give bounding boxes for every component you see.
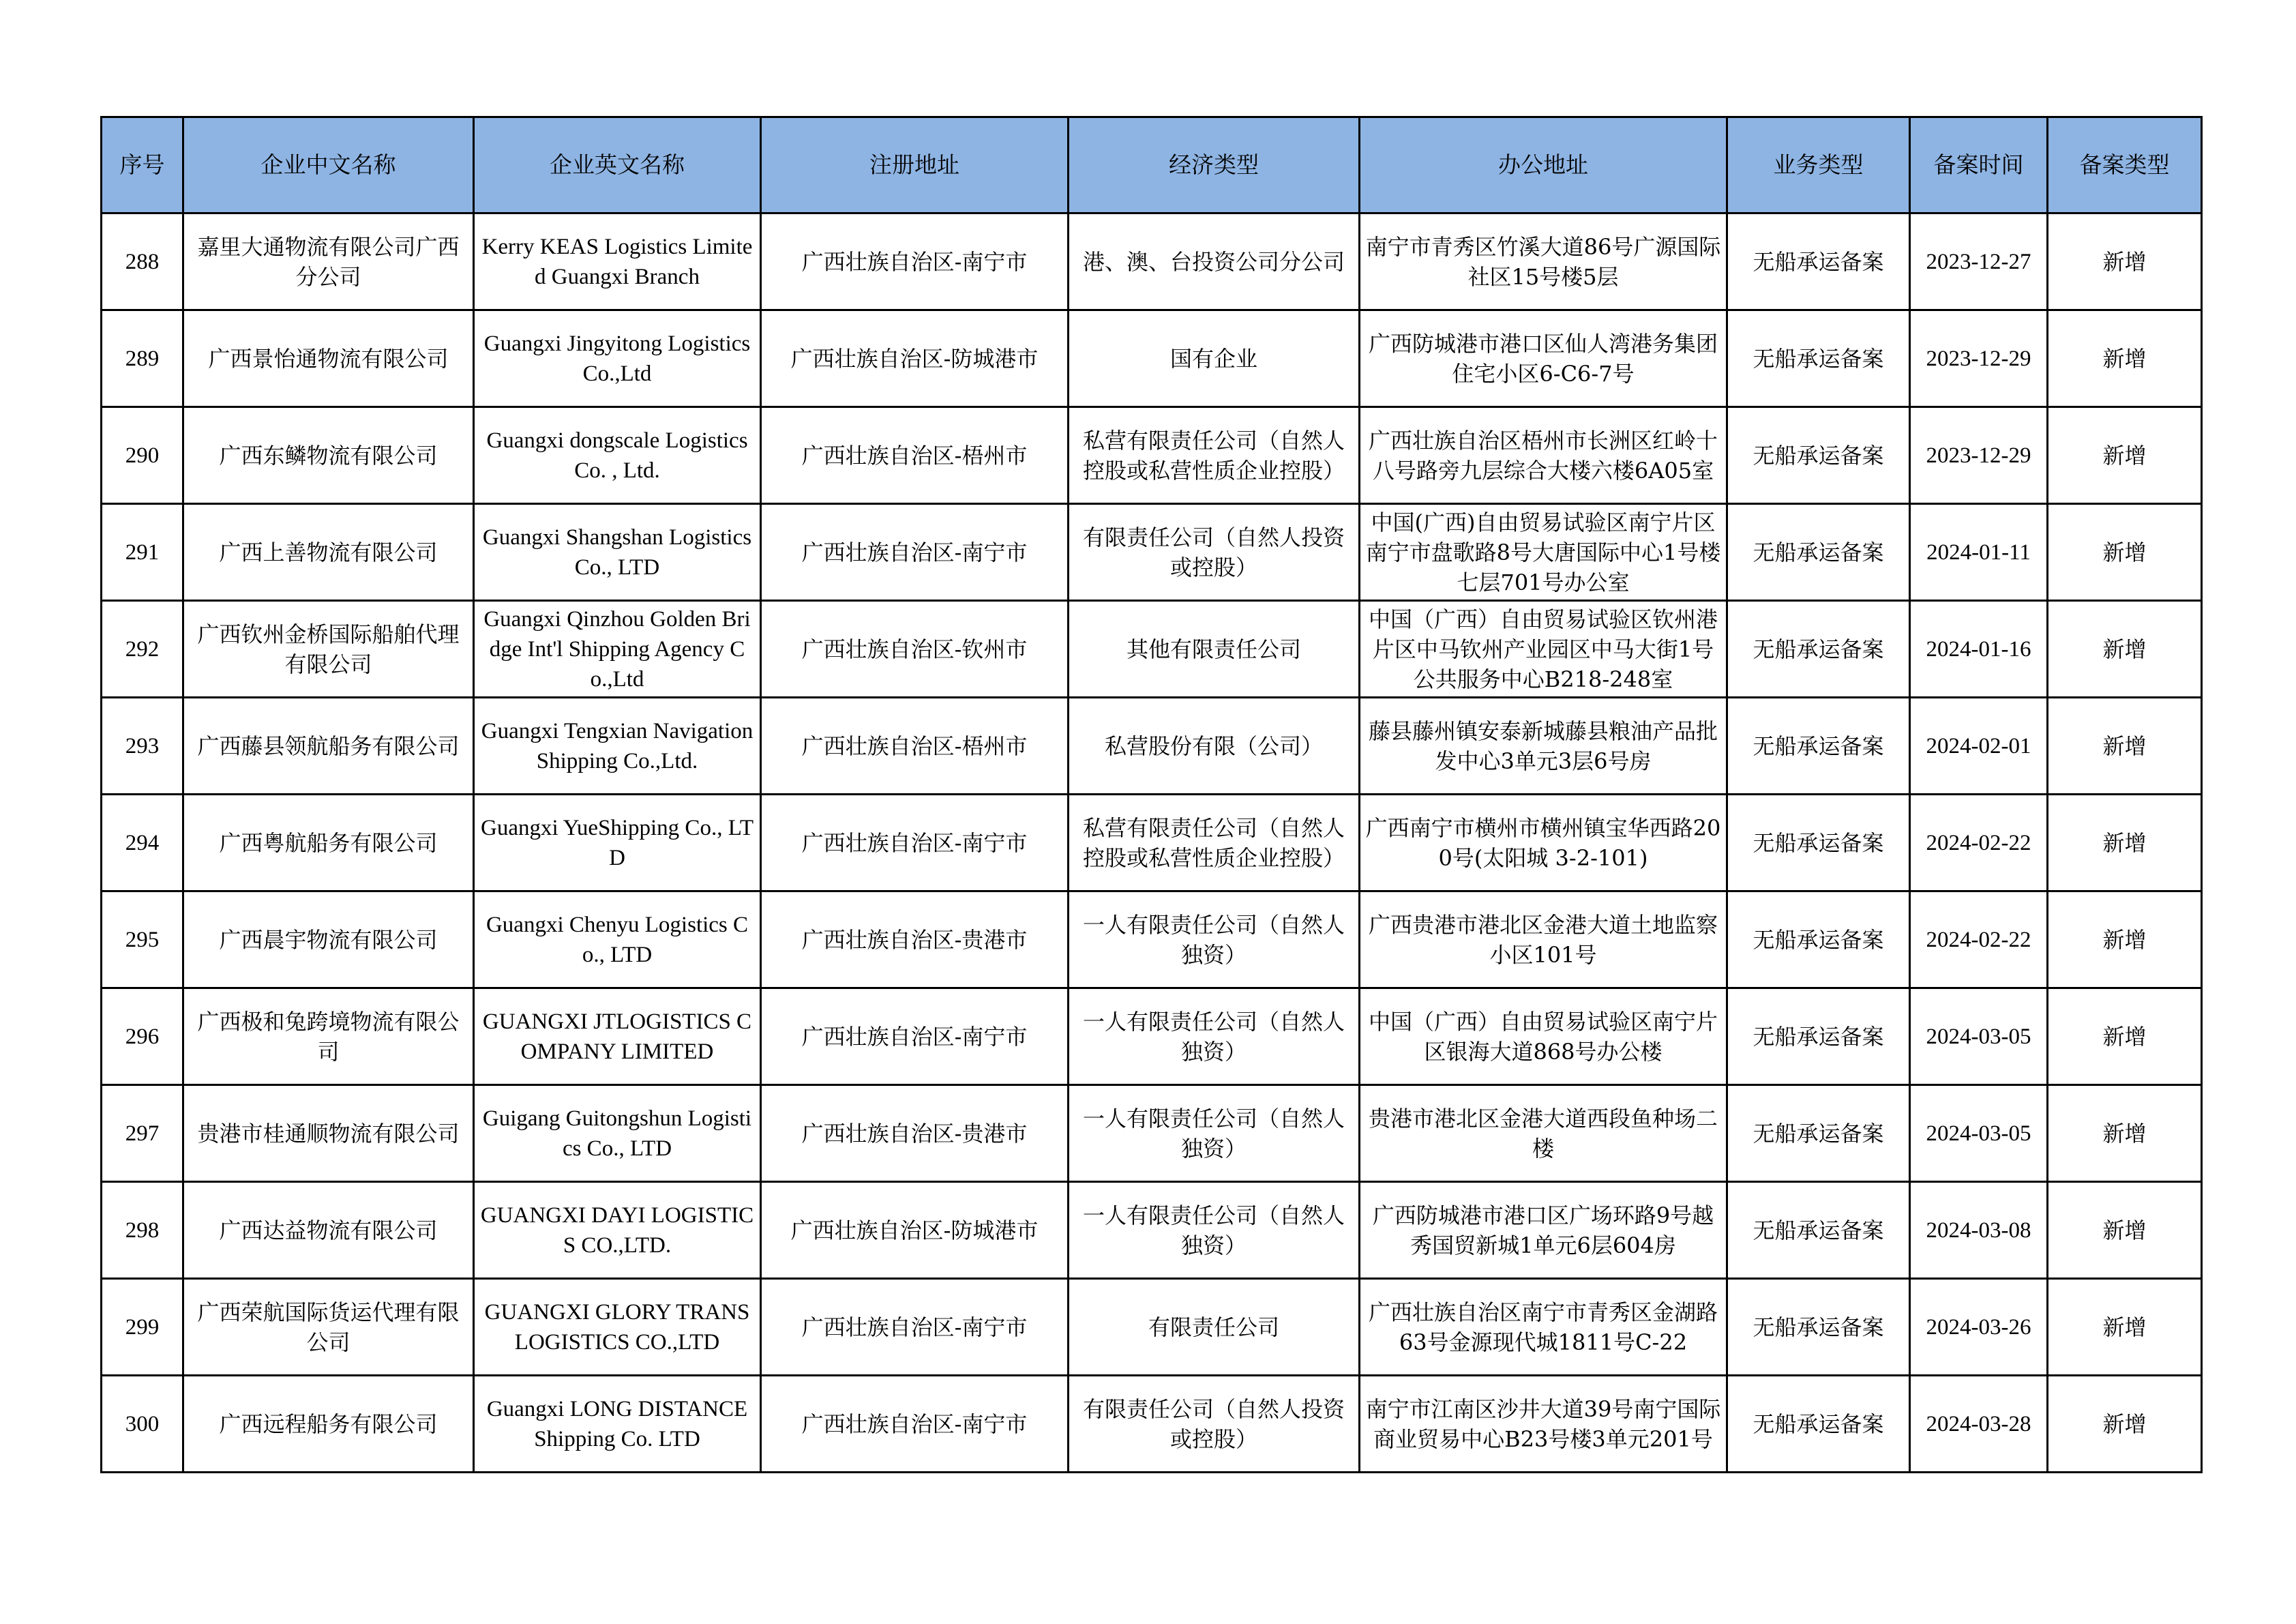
cell-reg-addr: 广西壮族自治区-南宁市 — [761, 504, 1069, 601]
cell-no: 299 — [102, 1279, 183, 1376]
cell-no: 291 — [102, 504, 183, 601]
cell-no: 294 — [102, 795, 183, 891]
cell-date: 2024-01-11 — [1910, 504, 2048, 601]
cell-en-name: Guangxi Shangshan Logistics Co., LTD — [474, 504, 761, 601]
cell-reg-addr: 广西壮族自治区-贵港市 — [761, 1085, 1069, 1182]
cell-office-addr: 广西南宁市横州市横州镇宝华西路200号(太阳城 3-2-101) — [1360, 795, 1727, 891]
cell-en-name: GUANGXI GLORY TRANS LOGISTICS CO.,LTD — [474, 1279, 761, 1376]
cell-record-type: 新增 — [2048, 213, 2202, 310]
cell-en-name: Guangxi Tengxian Navigation Shipping Co.,Ltd. — [474, 698, 761, 795]
cell-cn-name: 广西晨宇物流有限公司 — [183, 891, 474, 988]
cell-office-addr: 中国（广西）自由贸易试验区钦州港片区中马钦州产业园区中马大街1号公共服务中心B218-248室 — [1360, 601, 1727, 698]
header-office-addr: 办公地址 — [1360, 117, 1727, 213]
cell-date: 2024-03-28 — [1910, 1376, 2048, 1473]
cell-biz-type: 无船承运备案 — [1727, 407, 1910, 504]
cell-reg-addr: 广西壮族自治区-南宁市 — [761, 213, 1069, 310]
cell-no: 289 — [102, 310, 183, 407]
cell-reg-addr: 广西壮族自治区-南宁市 — [761, 988, 1069, 1085]
cell-econ-type: 私营股份有限（公司） — [1069, 698, 1360, 795]
cell-office-addr: 广西防城港市港口区广场环路9号越秀国贸新城1单元6层604房 — [1360, 1182, 1727, 1279]
cell-cn-name: 广西极和兔跨境物流有限公司 — [183, 988, 474, 1085]
cell-biz-type: 无船承运备案 — [1727, 1376, 1910, 1473]
cell-econ-type: 一人有限责任公司（自然人独资） — [1069, 1085, 1360, 1182]
cell-biz-type: 无船承运备案 — [1727, 795, 1910, 891]
cell-econ-type: 有限责任公司（自然人投资或控股） — [1069, 504, 1360, 601]
cell-record-type: 新增 — [2048, 1182, 2202, 1279]
cell-biz-type: 无船承运备案 — [1727, 310, 1910, 407]
cell-record-type: 新增 — [2048, 601, 2202, 698]
table-row — [102, 310, 2202, 407]
cell-date: 2024-03-08 — [1910, 1182, 2048, 1279]
table-row — [102, 698, 2202, 795]
cell-en-name: Guangxi Qinzhou Golden Bridge Int'l Shipping Agency Co.,Ltd — [474, 601, 761, 698]
cell-en-name: GUANGXI DAYI LOGISTICS CO.,LTD. — [474, 1182, 761, 1279]
cell-econ-type: 私营有限责任公司（自然人控股或私营性质企业控股） — [1069, 407, 1360, 504]
cell-econ-type: 有限责任公司（自然人投资或控股） — [1069, 1376, 1360, 1473]
header-record-type: 备案类型 — [2048, 117, 2202, 213]
cell-date: 2023-12-27 — [1910, 213, 2048, 310]
cell-en-name: Kerry KEAS Logistics Limited Guangxi Branch — [474, 213, 761, 310]
cell-office-addr: 广西防城港市港口区仙人湾港务集团住宅小区6-C6-7号 — [1360, 310, 1727, 407]
cell-cn-name: 广西达益物流有限公司 — [183, 1182, 474, 1279]
cell-cn-name: 贵港市桂通顺物流有限公司 — [183, 1085, 474, 1182]
cell-date: 2024-03-26 — [1910, 1279, 2048, 1376]
header-econ-type: 经济类型 — [1069, 117, 1360, 213]
cell-econ-type: 私营有限责任公司（自然人控股或私营性质企业控股） — [1069, 795, 1360, 891]
table-row — [102, 1085, 2202, 1182]
cell-record-type: 新增 — [2048, 1279, 2202, 1376]
cell-no: 290 — [102, 407, 183, 504]
cell-cn-name: 广西上善物流有限公司 — [183, 504, 474, 601]
cell-biz-type: 无船承运备案 — [1727, 1085, 1910, 1182]
cell-record-type: 新增 — [2048, 795, 2202, 891]
cell-office-addr: 藤县藤州镇安泰新城藤县粮油产品批发中心3单元3层6号房 — [1360, 698, 1727, 795]
cell-record-type: 新增 — [2048, 310, 2202, 407]
header-biz-type: 业务类型 — [1727, 117, 1910, 213]
cell-biz-type: 无船承运备案 — [1727, 988, 1910, 1085]
cell-office-addr: 南宁市江南区沙井大道39号南宁国际商业贸易中心B23号楼3单元201号 — [1360, 1376, 1727, 1473]
cell-cn-name: 嘉里大通物流有限公司广西分公司 — [183, 213, 474, 310]
cell-en-name: Guangxi dongscale Logistics Co. , Ltd. — [474, 407, 761, 504]
cell-reg-addr: 广西壮族自治区-防城港市 — [761, 1182, 1069, 1279]
cell-office-addr: 广西贵港市港北区金港大道土地监察小区101号 — [1360, 891, 1727, 988]
cell-no: 296 — [102, 988, 183, 1085]
table-row — [102, 795, 2202, 891]
cell-record-type: 新增 — [2048, 988, 2202, 1085]
cell-no: 297 — [102, 1085, 183, 1182]
cell-no: 288 — [102, 213, 183, 310]
cell-econ-type: 港、澳、台投资公司分公司 — [1069, 213, 1360, 310]
table-row — [102, 988, 2202, 1085]
cell-date: 2024-02-22 — [1910, 891, 2048, 988]
cell-record-type: 新增 — [2048, 1085, 2202, 1182]
table-row — [102, 891, 2202, 988]
cell-date: 2024-02-01 — [1910, 698, 2048, 795]
header-date: 备案时间 — [1910, 117, 2048, 213]
cell-record-type: 新增 — [2048, 1376, 2202, 1473]
cell-office-addr: 中国（广西）自由贸易试验区南宁片区银海大道868号办公楼 — [1360, 988, 1727, 1085]
cell-reg-addr: 广西壮族自治区-钦州市 — [761, 601, 1069, 698]
cell-econ-type: 其他有限责任公司 — [1069, 601, 1360, 698]
cell-date: 2024-01-16 — [1910, 601, 2048, 698]
table-row — [102, 213, 2202, 310]
cell-record-type: 新增 — [2048, 504, 2202, 601]
cell-cn-name: 广西景怡通物流有限公司 — [183, 310, 474, 407]
cell-reg-addr: 广西壮族自治区-南宁市 — [761, 1376, 1069, 1473]
cell-office-addr: 南宁市青秀区竹溪大道86号广源国际社区15号楼5层 — [1360, 213, 1727, 310]
table-row — [102, 504, 2202, 601]
cell-en-name: GUANGXI JTLOGISTICS COMPANY LIMITED — [474, 988, 761, 1085]
cell-no: 300 — [102, 1376, 183, 1473]
table-row — [102, 1279, 2202, 1376]
cell-record-type: 新增 — [2048, 891, 2202, 988]
header-row — [102, 117, 2202, 213]
cell-no: 295 — [102, 891, 183, 988]
cell-en-name: Guangxi Chenyu Logistics Co., LTD — [474, 891, 761, 988]
cell-office-addr: 广西壮族自治区梧州市长洲区红岭十八号路旁九层综合大楼六楼6A05室 — [1360, 407, 1727, 504]
cell-biz-type: 无船承运备案 — [1727, 1279, 1910, 1376]
cell-biz-type: 无船承运备案 — [1727, 601, 1910, 698]
cell-date: 2023-12-29 — [1910, 310, 2048, 407]
table-row — [102, 1182, 2202, 1279]
header-reg-addr: 注册地址 — [761, 117, 1069, 213]
cell-biz-type: 无船承运备案 — [1727, 504, 1910, 601]
cell-cn-name: 广西远程船务有限公司 — [183, 1376, 474, 1473]
table-body — [102, 213, 2202, 1473]
cell-cn-name: 广西粤航船务有限公司 — [183, 795, 474, 891]
table-row — [102, 407, 2202, 504]
cell-cn-name: 广西藤县领航船务有限公司 — [183, 698, 474, 795]
cell-record-type: 新增 — [2048, 407, 2202, 504]
cell-econ-type: 一人有限责任公司（自然人独资） — [1069, 1182, 1360, 1279]
cell-date: 2023-12-29 — [1910, 407, 2048, 504]
cell-reg-addr: 广西壮族自治区-贵港市 — [761, 891, 1069, 988]
cell-reg-addr: 广西壮族自治区-梧州市 — [761, 698, 1069, 795]
cell-office-addr: 贵港市港北区金港大道西段鱼种场二楼 — [1360, 1085, 1727, 1182]
cell-cn-name: 广西东鳞物流有限公司 — [183, 407, 474, 504]
cell-en-name: Guigang Guitongshun Logistics Co., LTD — [474, 1085, 761, 1182]
cell-no: 292 — [102, 601, 183, 698]
header-no: 序号 — [102, 117, 183, 213]
cell-reg-addr: 广西壮族自治区-防城港市 — [761, 310, 1069, 407]
cell-biz-type: 无船承运备案 — [1727, 891, 1910, 988]
registration-table — [100, 116, 2203, 1473]
table-row — [102, 601, 2202, 698]
cell-date: 2024-03-05 — [1910, 1085, 2048, 1182]
cell-en-name: Guangxi YueShipping Co., LTD — [474, 795, 761, 891]
table-row — [102, 1376, 2202, 1473]
cell-biz-type: 无船承运备案 — [1727, 698, 1910, 795]
cell-office-addr: 广西壮族自治区南宁市青秀区金湖路63号金源现代城1811号C-22 — [1360, 1279, 1727, 1376]
cell-cn-name: 广西钦州金桥国际船舶代理有限公司 — [183, 601, 474, 698]
cell-en-name: Guangxi LONG DISTANCE Shipping Co. LTD — [474, 1376, 761, 1473]
cell-cn-name: 广西荣航国际货运代理有限公司 — [183, 1279, 474, 1376]
cell-econ-type: 一人有限责任公司（自然人独资） — [1069, 988, 1360, 1085]
cell-office-addr: 中国(广西)自由贸易试验区南宁片区南宁市盘歌路8号大唐国际中心1号楼七层701号办公室 — [1360, 504, 1727, 601]
cell-date: 2024-02-22 — [1910, 795, 2048, 891]
cell-no: 298 — [102, 1182, 183, 1279]
cell-econ-type: 国有企业 — [1069, 310, 1360, 407]
cell-en-name: Guangxi Jingyitong Logistics Co.,Ltd — [474, 310, 761, 407]
cell-no: 293 — [102, 698, 183, 795]
header-cn-name: 企业中文名称 — [183, 117, 474, 213]
cell-reg-addr: 广西壮族自治区-南宁市 — [761, 1279, 1069, 1376]
cell-econ-type: 有限责任公司 — [1069, 1279, 1360, 1376]
cell-reg-addr: 广西壮族自治区-南宁市 — [761, 795, 1069, 891]
cell-record-type: 新增 — [2048, 698, 2202, 795]
cell-biz-type: 无船承运备案 — [1727, 1182, 1910, 1279]
cell-date: 2024-03-05 — [1910, 988, 2048, 1085]
cell-biz-type: 无船承运备案 — [1727, 213, 1910, 310]
cell-econ-type: 一人有限责任公司（自然人独资） — [1069, 891, 1360, 988]
header-en-name: 企业英文名称 — [474, 117, 761, 213]
cell-reg-addr: 广西壮族自治区-梧州市 — [761, 407, 1069, 504]
